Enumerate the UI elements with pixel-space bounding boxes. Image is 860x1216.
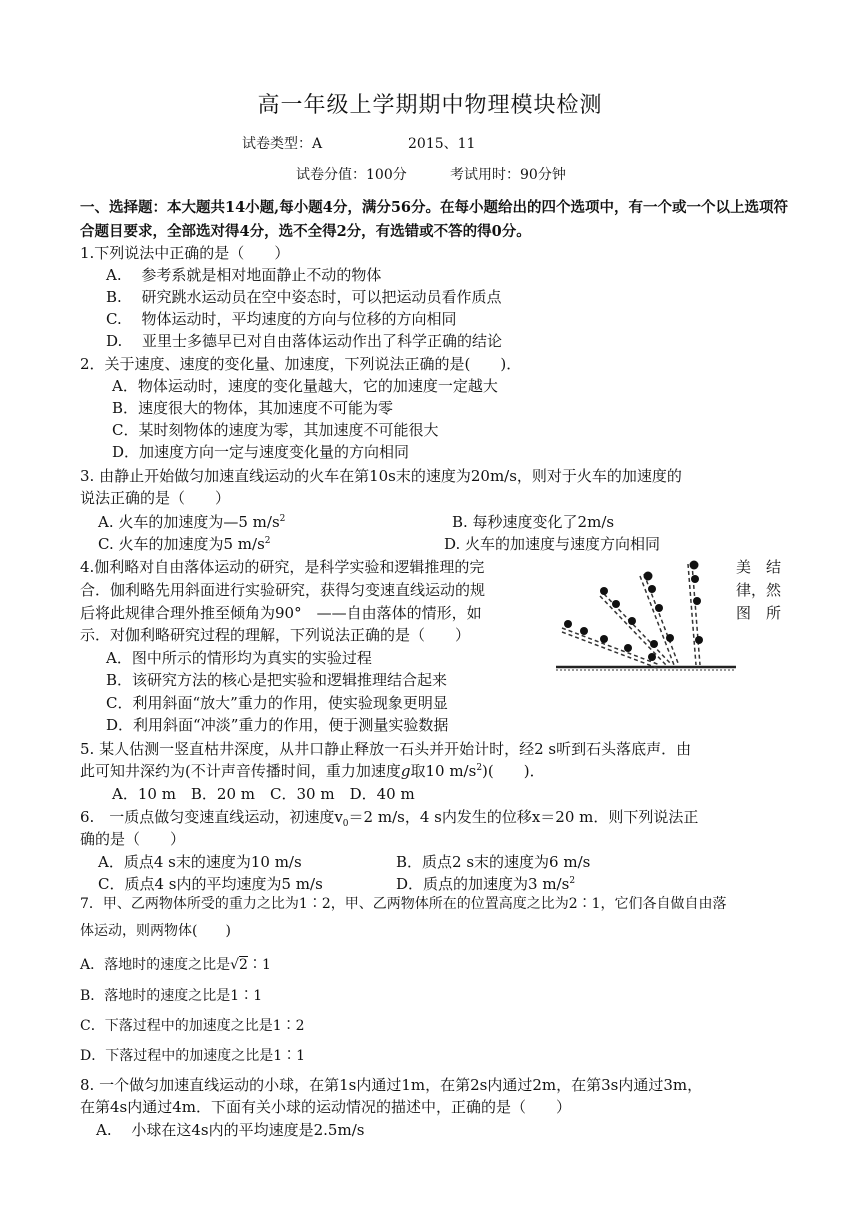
incline-2 bbox=[600, 587, 670, 665]
q1-option-c: C. 物体运动时，平均速度的方向与位移的方向相同 bbox=[106, 310, 457, 328]
q5-stem-line2a: 此可知井深约为(不计声音传播时间，重力加速度 bbox=[80, 762, 401, 780]
q5-stem-line2 bbox=[80, 760, 545, 782]
q5-stem-sup: 2 bbox=[476, 763, 483, 773]
q6-stem-line2: 确的是（ ） bbox=[80, 830, 186, 848]
sqrt-icon: √ bbox=[230, 957, 240, 973]
exam-date: 2015、11 bbox=[408, 136, 476, 152]
q5-stem-line2b: 取10 m/s bbox=[410, 762, 477, 780]
q4-stem-line4: 示．对伽利略研究过程的理解，下列说法正确的是（ ） bbox=[80, 626, 471, 644]
q4-option-b: B．该研究方法的核心是把实验和逻辑推理结合起来 bbox=[106, 671, 448, 689]
section-header: 一、选择题：本大题共14小题,每小题4分，满分56分。在每小题给出的四个选项中，有一个或一个以上选项符合题目要求，全部选对得4分，选不全得2分，有选错或不答的得0分。 bbox=[80, 199, 788, 240]
q7-option-a-text: A．落地时的速度之比是 bbox=[80, 957, 231, 973]
q6-stem-line1a: 6. 一质点做匀变速直线运动，初速度v bbox=[80, 808, 343, 826]
q7-option-a-ratio: ∶1 bbox=[247, 957, 271, 973]
q6-option-c: C．质点4 s内的平均速度为5 m/s bbox=[98, 875, 323, 893]
q8-stem-line1: 8. 一个做匀加速直线运动的小球，在第1s内通过1m，在第2s内通过2m，在第3s内通过3m， bbox=[80, 1076, 703, 1094]
exam-time: 考试用时：90分钟 bbox=[450, 167, 566, 183]
q4-stem-line2-end: 律，然 bbox=[736, 581, 782, 599]
q2-option-d: D．加速度方向一定与速度变化量的方向相同 bbox=[112, 443, 410, 461]
q3-option-c-text: C. 火车的加速度为5 m/s bbox=[98, 535, 265, 553]
q1-stem: 1.下列说法中正确的是（ ） bbox=[80, 244, 290, 262]
figure-ground bbox=[556, 667, 736, 670]
q5-stem-line1: 5. 某人估测一竖直枯井深度，从井口静止释放一石头并开始计时，经2 s听到石头落底声．由 bbox=[80, 740, 692, 758]
q1-option-a: A. 参考系就是相对地面静止不动的物体 bbox=[106, 266, 382, 284]
q3-option-d: D. 火车的加速度与速度方向相同 bbox=[444, 535, 661, 553]
q6-option-b: B．质点2 s末的速度为6 m/s bbox=[396, 853, 591, 871]
q1-option-d: D. 亚里士多德早已对自由落体运动作出了科学正确的结论 bbox=[106, 332, 503, 350]
q7-option-b: B．落地时的速度之比是1∶1 bbox=[80, 988, 263, 1004]
q8-option-a: A. 小球在这4s内的平均速度是2.5m/s bbox=[96, 1121, 365, 1139]
q6-v0-sub: 0 bbox=[342, 819, 349, 829]
exam-type: 试卷类型：A bbox=[242, 136, 323, 152]
q4-stem-line3-end: 图 所 bbox=[736, 604, 782, 622]
q3-option-b: B. 每秒速度变化了2m/s bbox=[452, 513, 615, 531]
q7-option-d: D．下落过程中的加速度之比是1∶1 bbox=[80, 1048, 306, 1064]
q4-stem-line3: 后将此规律合理外推至倾角为90° ——自由落体的情形，如 bbox=[80, 604, 482, 622]
q5-options: A．10 m B．20 m C．30 m D．40 m bbox=[112, 785, 415, 803]
q1-option-b: B. 研究跳水运动员在空中姿态时，可以把运动员看作质点 bbox=[106, 288, 502, 306]
q6-option-d bbox=[396, 873, 575, 895]
q6-option-d-text: D．质点的加速度为3 m/s bbox=[396, 875, 570, 893]
galileo-incline-figure bbox=[548, 558, 738, 676]
q7-stem-line1: 7．甲、乙两物体所受的重力之比为1∶2，甲、乙两物体所在的位置高度之比为2∶1，它们各自做自由落 bbox=[80, 896, 727, 912]
q6-option-d-sup: 2 bbox=[569, 876, 576, 886]
q7-radicand: 2 bbox=[239, 957, 248, 973]
q2-option-a: A．物体运动时，速度的变化量越大，它的加速度一定越大 bbox=[112, 377, 498, 395]
q6-stem-line1b: ＝2 m/s，4 s内发生的位移x＝20 m．则下列说法正 bbox=[348, 808, 699, 826]
q4-stem-line1: 4.伽利略对自由落体运动的研究，是科学实验和逻辑推理的完 bbox=[80, 558, 485, 576]
q4-option-a: A．图中所示的情形均为真实的实验过程 bbox=[106, 649, 372, 667]
q4-stem-line1-end: 美 结 bbox=[736, 558, 782, 576]
q8-stem-line2: 在第4s内通过4m．下面有关小球的运动情况的描述中，正确的是（ ） bbox=[80, 1098, 572, 1116]
q7-option-a bbox=[80, 954, 271, 976]
q6-stem-line1 bbox=[80, 806, 698, 828]
page-title: 高一年级上学期期中物理模块检测 bbox=[257, 93, 603, 118]
q3-stem-line2: 说法正确的是（ ） bbox=[80, 489, 231, 507]
q3-option-c bbox=[98, 533, 271, 555]
exam-score: 试卷分值：100分 bbox=[296, 167, 407, 183]
q3-option-a-text: A. 火车的加速度为—5 m/s bbox=[98, 513, 280, 531]
q7-option-c: C．下落过程中的加速度之比是1∶2 bbox=[80, 1018, 305, 1034]
q5-g-symbol: g bbox=[400, 762, 411, 780]
q3-option-c-sup: 2 bbox=[264, 536, 271, 546]
q2-option-c: C．某时刻物体的速度为零，其加速度不可能很大 bbox=[112, 421, 439, 439]
q2-stem: 2．关于速度、速度的变化量、加速度，下列说法正确的是( )． bbox=[80, 355, 522, 373]
q2-option-b: B．速度很大的物体，其加速度不可能为零 bbox=[112, 399, 394, 417]
q4-option-d: D．利用斜面“冲淡”重力的作用，便于测量实验数据 bbox=[106, 716, 449, 734]
q3-option-a-sup: 2 bbox=[279, 514, 286, 524]
incline-4 bbox=[688, 561, 703, 666]
q3-option-a bbox=[98, 511, 285, 533]
q6-option-a: A．质点4 s末的速度为10 m/s bbox=[98, 853, 302, 871]
incline-1 bbox=[562, 620, 660, 669]
q4-stem-line2: 合．伽利略先用斜面进行实验研究，获得匀变速直线运动的规 bbox=[80, 581, 486, 599]
q7-stem-line2: 体运动，则两物体( ) bbox=[80, 923, 231, 939]
q4-option-c: C．利用斜面“放大”重力的作用，使实验现象更明显 bbox=[106, 694, 448, 712]
q5-stem-line2c: )( )． bbox=[482, 762, 545, 780]
q3-stem-line1: 3. 由静止开始做匀加速直线运动的火车在第10s末的速度为20m/s，则对于火车的加速度的 bbox=[80, 467, 682, 485]
